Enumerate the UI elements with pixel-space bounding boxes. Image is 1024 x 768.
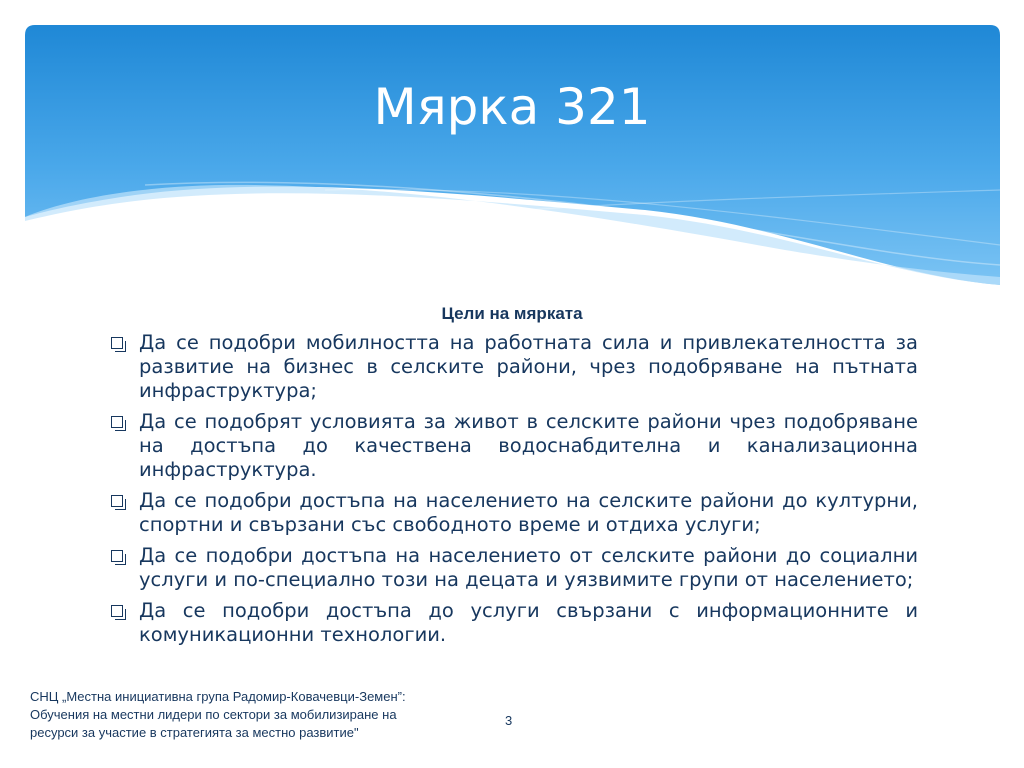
- list-item: [108, 410, 918, 482]
- header-banner: [25, 25, 1000, 285]
- page-number: 3: [505, 713, 513, 728]
- goal-text: Да се подобри достъпа до услуги свързани с информационните и комуникационни технологии.: [139, 599, 918, 646]
- checkbox-bullet-icon: [111, 337, 123, 349]
- goal-text: Да се подобри достъпа на населението от селските райони до социални услуги и по-специално този на децата и уязвимите групи от населението;: [139, 544, 918, 591]
- goal-text: Да се подобрят условията за живот в селските райони чрез подобряване на достъпа до качествена водоснабдителна и канализационна инфраструктура.: [139, 410, 918, 481]
- checkbox-bullet-icon: [111, 416, 123, 428]
- list-item: [108, 331, 918, 403]
- goals-heading: Цели на мярката: [441, 304, 583, 323]
- goal-text: Да се подобри достъпа на населението на селските райони до културни, спортни и свързани със свободното време и отдиха услуги;: [139, 489, 918, 536]
- checkbox-bullet-icon: [111, 605, 123, 617]
- goal-text: Да се подобри мобилността на работната сила и привлекателността за развитие на бизнес в селските райони, чрез подобряване на пътната инфраструктура;: [139, 331, 918, 402]
- checkbox-bullet-icon: [111, 550, 123, 562]
- list-item: [108, 489, 918, 537]
- header-wave-graphic: [25, 25, 1000, 285]
- goals-list: [108, 331, 918, 654]
- checkbox-bullet-icon: [111, 495, 123, 507]
- list-item: [108, 544, 918, 592]
- slide-title: Мярка 321: [373, 78, 651, 136]
- footer-note: СНЦ „Местна инициативна група Радомир-Ковачевци-Земен”: Обучения на местни лидери по сектори за мобилизиране на ресурси за участие в стратегията за местно развитие": [30, 689, 406, 740]
- list-item: [108, 599, 918, 647]
